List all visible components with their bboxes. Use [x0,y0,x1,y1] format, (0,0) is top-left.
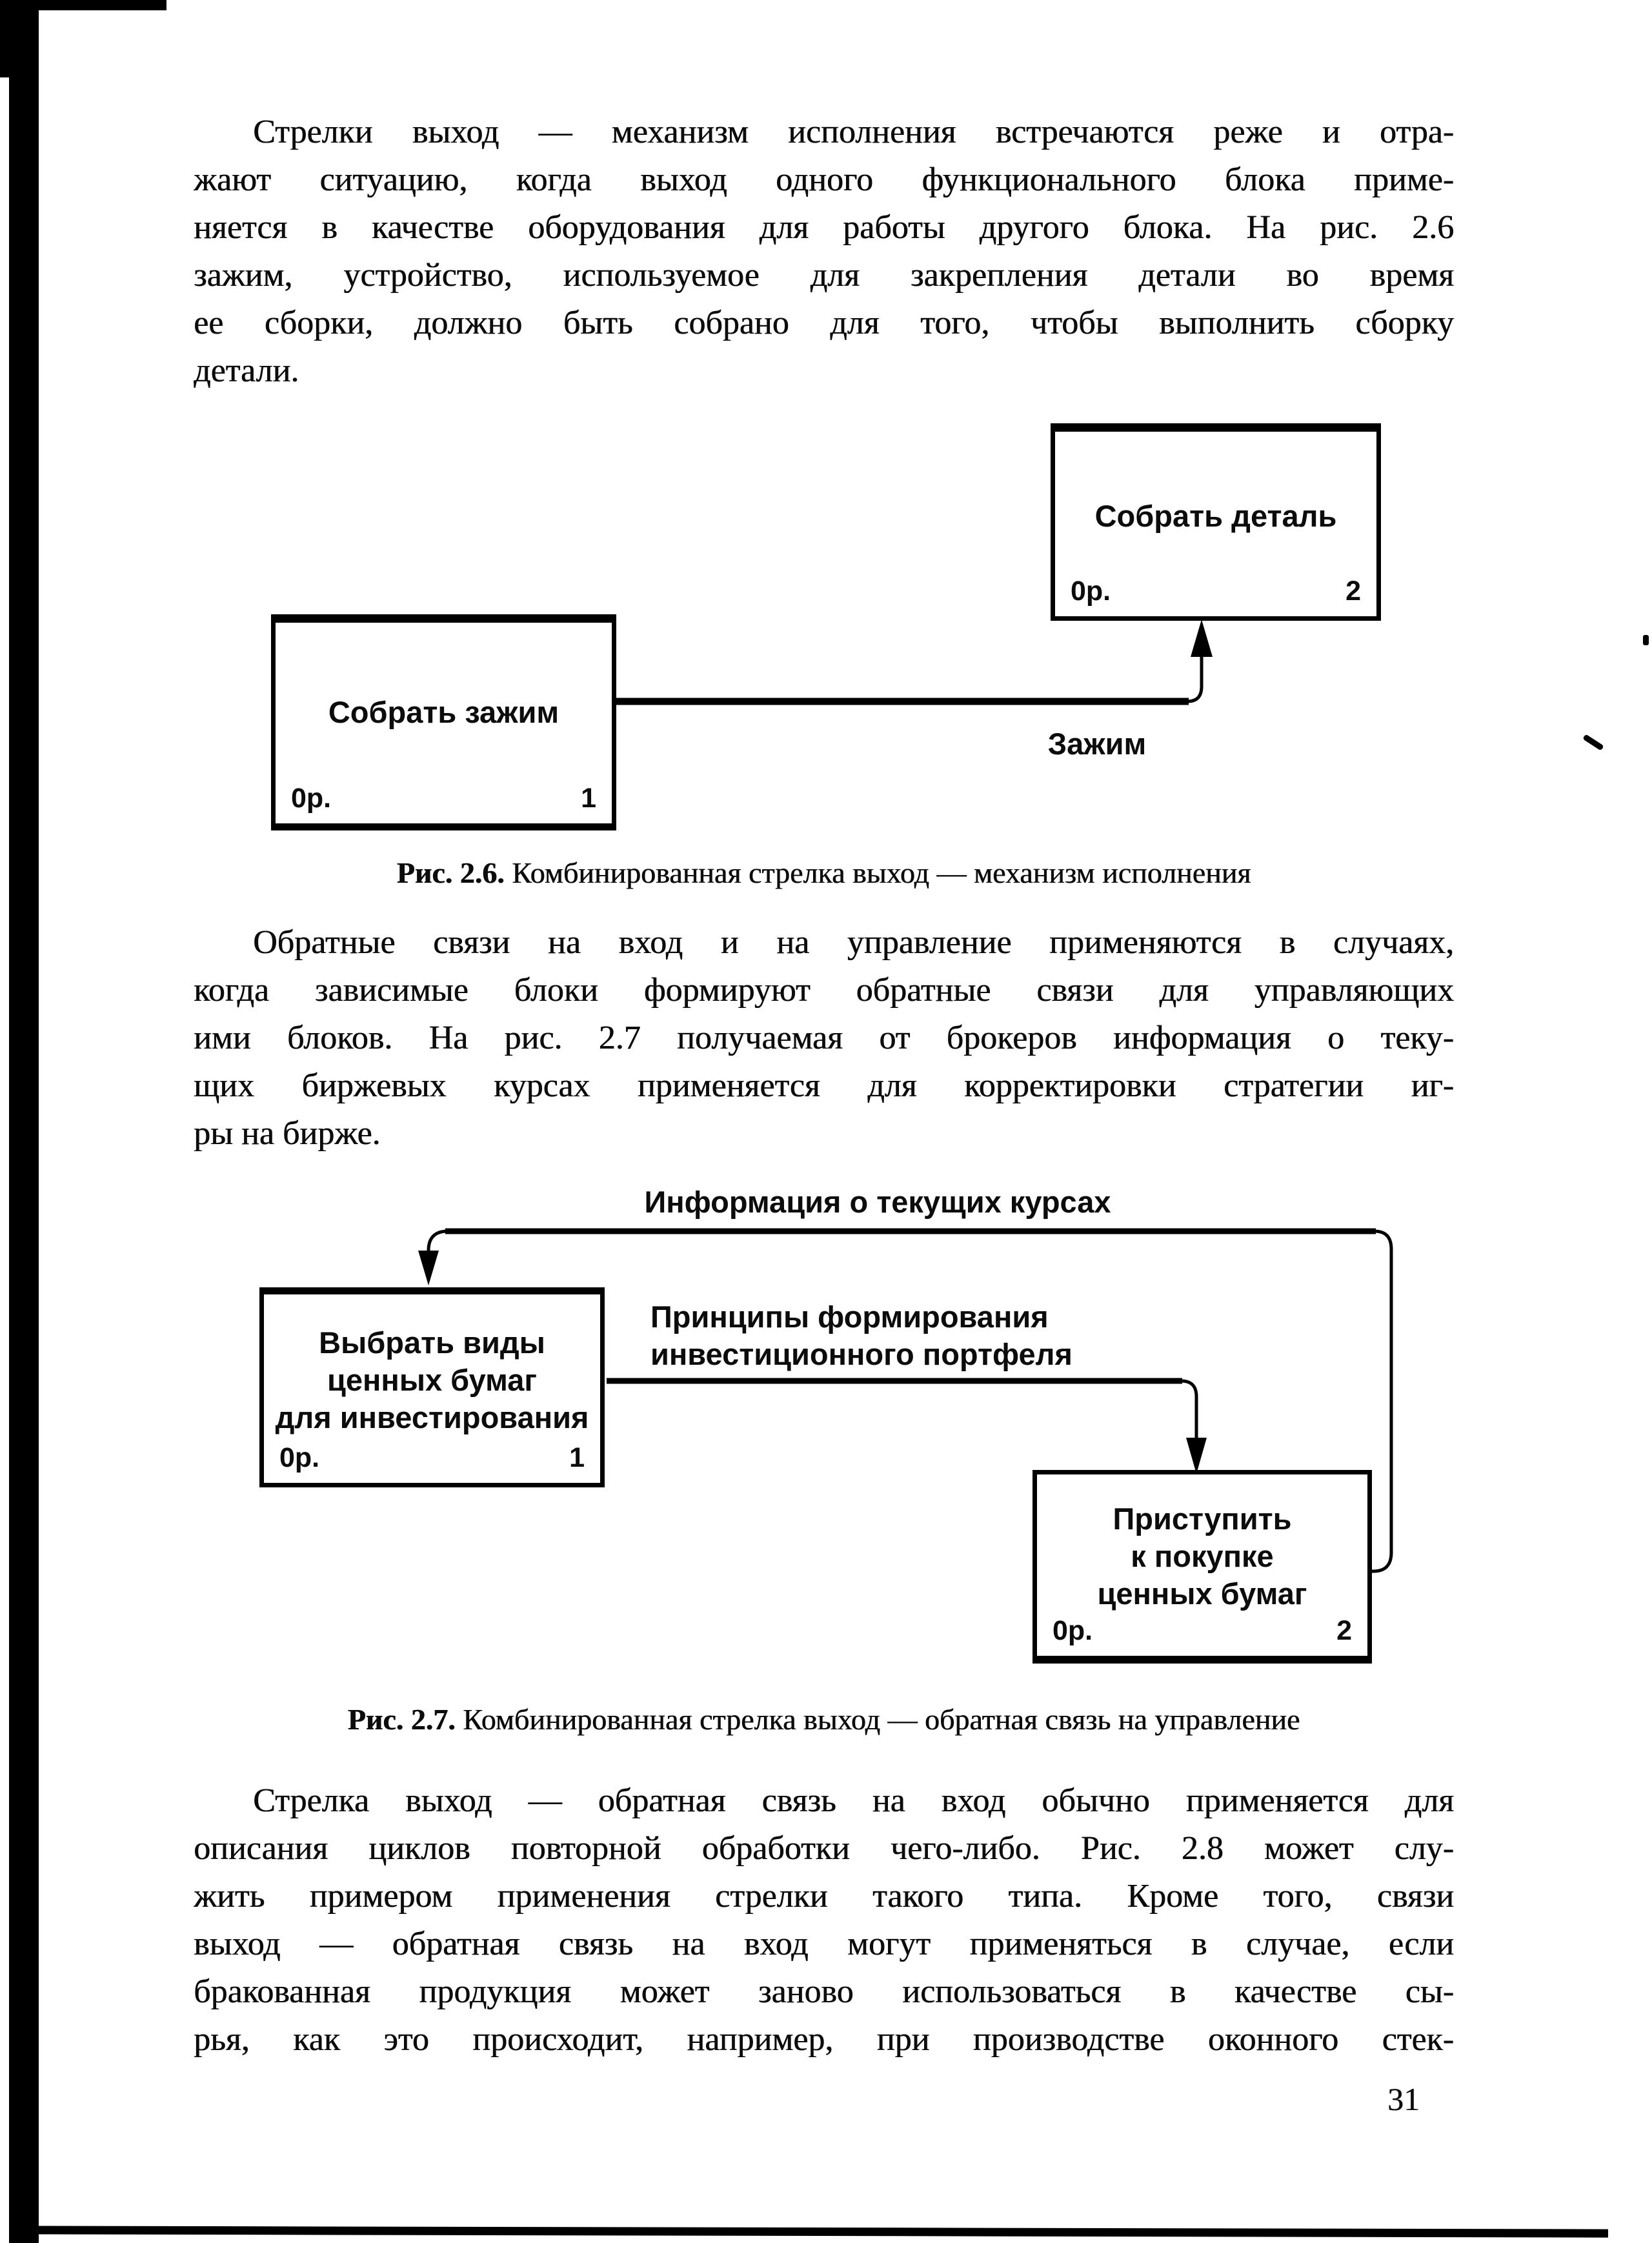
fig26-box-assemble-clamp [271,614,616,830]
scan-bottom-line [10,2226,1608,2237]
label-line: инвестиционного портфеля [650,1337,1073,1371]
caption-text: Комбинированная стрелка выход — обратная связь на управление [455,1703,1300,1736]
fig27-box-buy-securities [1032,1470,1372,1664]
activity-title: Собрать деталь [1094,499,1337,533]
page-number: 31 [1387,2081,1420,2117]
text-line: рья, как это происходит, например, при производстве оконного стек- [194,2021,1454,2058]
activity-title-line: Приступить [1113,1502,1292,1536]
fig27-arrowhead-down-control [418,1251,439,1285]
activity-footer [1071,576,1361,607]
text-line: Обратные связи на вход и на управление применяются в случаях, [253,924,1454,961]
text-line: щих биржевых курсах применяется для корректировки стратегии иг- [194,1067,1454,1104]
activity-title-line: Выбрать виды [319,1325,545,1360]
caption-number: Рис. 2.6. [396,856,505,889]
activity-title-line: для инвестирования [275,1400,589,1434]
fig26-arrowhead-up [1191,619,1213,657]
text-line: бракованная продукция может заново использоваться в качестве сы- [194,1973,1454,2010]
text-line: жить примером применения стрелки такого типа. Кроме того, связи [194,1878,1454,1915]
scan-top-mark [0,0,166,10]
text-line: Стрелка выход — обратная связь на вход обычно применяется для [253,1782,1454,1819]
label-line: Принципы формирования [650,1300,1049,1334]
text-line: Стрелки выход — механизм исполнения встречаются реже и отра- [253,114,1454,150]
text-line: зажим, устройство, используемое для закрепления детали во время [194,257,1454,294]
paragraph-input-feedback [194,1777,1454,2064]
activity-footer [291,783,596,814]
fig27-feedback-output-stub [1371,1553,1391,1571]
text-line: жают ситуацию, когда выход одного функционального блока приме- [194,161,1454,198]
text-line: детали. [194,352,299,389]
text-line: ее сборки, должно быть собрано для того, чтобы выполнить сборку [194,305,1454,341]
fig27-output-drop [1181,1381,1196,1438]
text-line: ими блоков. На рис. 2.7 получаемая от брокеров информация о теку- [194,1020,1454,1056]
caption-text: Комбинированная стрелка выход — механизм исполнения [504,856,1251,889]
text-line: описания циклов повторной обработки чего-либо. Рис. 2.8 может слу- [194,1830,1454,1867]
text-line: ры на бирже. [194,1115,381,1152]
cost-label: 0р. [1071,576,1111,607]
activity-footer [1053,1615,1352,1647]
activity-title [264,1324,600,1436]
cost-label: 0р. [291,783,332,814]
cost-label: 0р. [279,1442,320,1473]
box-number: 2 [1345,576,1361,607]
text-line: выход — обратная связь на вход могут применяться в случае, если [194,1926,1454,1962]
scan-stray-mark [1582,734,1604,750]
text-line: няется в качестве оборудования для работы другого блока. На рис. 2.6 [194,209,1454,246]
fig27-feedback-right-corner [1375,1231,1391,1249]
box-number: 1 [581,783,596,814]
fig26-caption [194,856,1454,890]
activity-footer [279,1442,585,1474]
fig27-feedback-arrow-label: Информация о текущих курсах [644,1185,1111,1219]
paragraph-feedback-loops [194,919,1454,1158]
activity-title-line: ценных бумаг [327,1363,537,1397]
box-number: 1 [569,1442,585,1473]
fig27-arrowhead-down-box2 [1186,1438,1207,1474]
fig26-mechanism-riser [1187,656,1202,701]
text-line: когда зависимые блоки формируют обратные связи для управляющих [194,972,1454,1009]
activity-title [1037,1500,1367,1613]
fig27-output-arrow-label [650,1298,1167,1373]
activity-title: Собрать зажим [328,695,559,729]
caption-number: Рис. 2.7. [347,1703,456,1736]
fig27-box-select-securities [259,1287,605,1487]
activity-title-line: к покупке [1131,1539,1274,1573]
activity-title-line: ценных бумаг [1097,1576,1307,1611]
box-number: 2 [1336,1615,1352,1646]
fig27-caption [194,1702,1454,1737]
scan-left-bar [9,0,39,2243]
paragraph-output-mechanism [194,108,1454,395]
fig26-box-assemble-part [1051,423,1381,621]
cost-label: 0р. [1053,1615,1093,1646]
scan-stray-dot [1643,635,1649,645]
fig26-arrow-label-clamp: Зажим [1047,727,1147,761]
fig27-feedback-left-corner [428,1231,448,1251]
